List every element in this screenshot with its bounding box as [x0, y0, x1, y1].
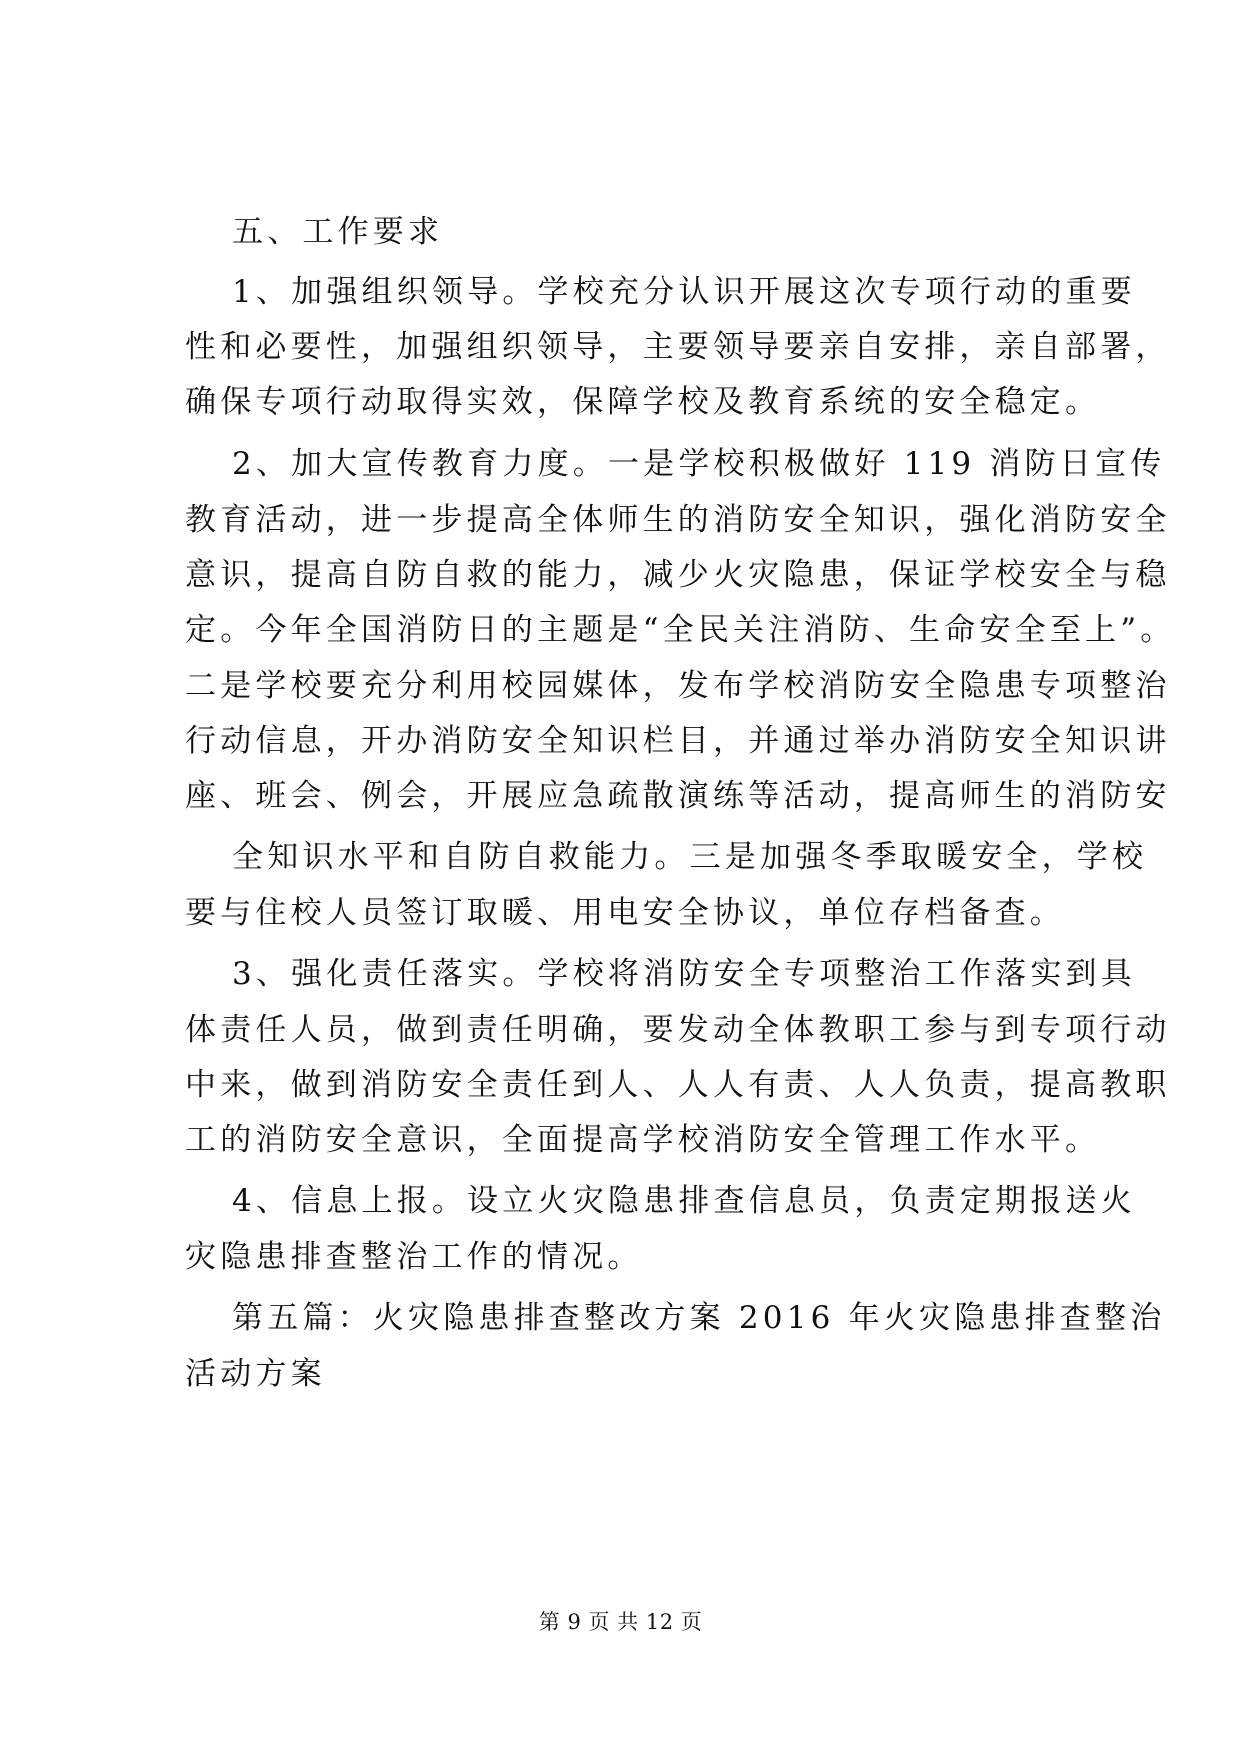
paragraph-line: 4、信息上报。设立火灾隐患排查信息员，负责定期报送火	[232, 1183, 1136, 1219]
chapter-title-line: 活动方案	[185, 1356, 326, 1392]
paragraph-line: 3、强化责任落实。学校将消防安全专项整治工作落实到具	[232, 956, 1136, 992]
paragraph-line: 中来，做到消防安全责任到人、人人有责、人人负责，提高教职	[185, 1067, 1171, 1103]
paragraph-line: 确保专项行动取得实效，保障学校及教育系统的安全稳定。	[185, 384, 1101, 420]
paragraph-line: 2、加大宣传教育力度。一是学校积极做好 119 消防日宣传	[232, 446, 1166, 482]
section-heading: 五、工作要求	[232, 214, 444, 250]
paragraph-line: 体责任人员，做到责任明确，要发动全体教职工参与到专项行动	[185, 1012, 1171, 1048]
page-footer: 第 9 页 共 12 页	[538, 1610, 703, 1634]
paragraph-line: 工的消防安全意识，全面提高学校消防安全管理工作水平。	[185, 1122, 1101, 1158]
paragraph-line: 行动信息，开办消防安全知识栏目，并通过举办消防安全知识讲	[185, 723, 1171, 759]
paragraph-line: 二是学校要充分利用校园媒体，发布学校消防安全隐患专项整治	[185, 668, 1171, 704]
paragraph-line: 定。今年全国消防日的主题是“全民关注消防、生命安全至上”。	[185, 612, 1176, 648]
paragraph-line: 全知识水平和自防自救能力。三是加强冬季取暖安全，学校	[232, 839, 1148, 875]
paragraph-line: 座、班会、例会，开展应急疏散演练等活动，提高师生的消防安	[185, 778, 1171, 814]
chapter-title-line: 第五篇：火灾隐患排查整改方案 2016 年火灾隐患排查整治	[232, 1300, 1166, 1336]
paragraph-line: 1、加强组织领导。学校充分认识开展这次专项行动的重要	[232, 274, 1136, 310]
paragraph-line: 意识，提高自防自救的能力，减少火灾隐患，保证学校安全与稳	[185, 557, 1171, 593]
paragraph-line: 性和必要性，加强组织领导，主要领导要亲自安排，亲自部署，	[185, 329, 1171, 365]
paragraph-line: 要与住校人员签订取暖、用电安全协议，单位存档备查。	[185, 895, 1065, 931]
paragraph-line: 灾隐患排查整治工作的情况。	[185, 1239, 643, 1275]
paragraph-line: 教育活动，进一步提高全体师生的消防安全知识，强化消防安全	[185, 502, 1171, 538]
